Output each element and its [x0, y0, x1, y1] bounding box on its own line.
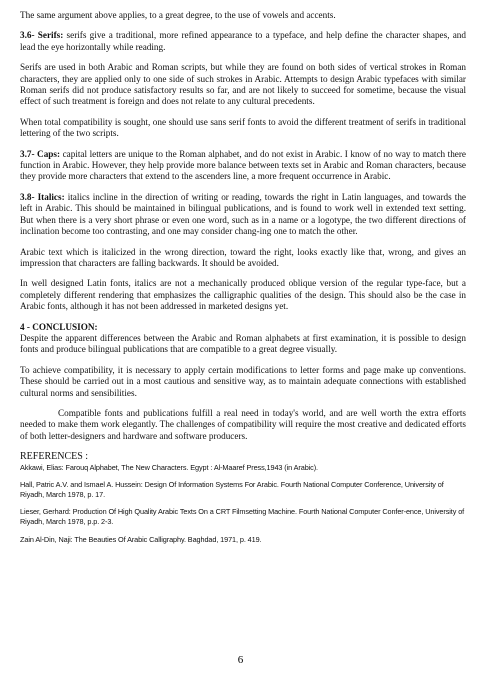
- italics-heading: 3.8- Italics:: [20, 191, 65, 202]
- italics-paragraph-2: Arabic text which is italicized in the wrong direction, toward the right, looks exactly like that, wrong, and gives an impression that characters are falling backwards. It should be avoided.: [20, 246, 466, 268]
- serifs-paragraph: [20, 30, 466, 53]
- conclusion-paragraph-2: To achieve compatibility, it is necessary to apply certain modifications to letter forms and page make up conventions. These should be carried out in a most cautious and sensitive way, as to maintain adequate connections with established cultural norms and sensibilities.: [20, 364, 466, 398]
- reference-item: Akkawi, Elias: Farouq Alphabet, The New Characters. Egypt : Al-Maaref Press,1943 (in Arabic).: [20, 462, 318, 472]
- conclusion-paragraph: Despite the apparent differences between the Arabic and Roman alphabets at first examination, it is possible to design fonts and produce bilingual publications that are compatible to a great degree visually.: [20, 332, 466, 355]
- conclusion-paragraph-3: Compatible fonts and publications fulfill a real need in today's world, and are well worth the extra efforts needed to make them work elegantly. The challenges of compatibility will require the most creative and dedicated efforts of both letter-designers and hardware and software producers.: [20, 407, 466, 441]
- serifs-text: serifs give a traditional, more refined appearance to a typeface, and help define the character shapes, and lead the eye horizontally while reading.: [20, 30, 466, 52]
- serifs-paragraph-3: When total compatibility is sought, one should use sans serif fonts to avoid the different treatment of serifs in traditional lettering of the two scripts.: [20, 116, 466, 139]
- caps-heading: 3.7- Caps:: [20, 148, 61, 159]
- italics-paragraph-3: In well designed Latin fonts, italics are not a mechanically produced oblique version of the regular type-face, but a completely different rendering that emphasizes the calligraphic qualities of the design. This should also be the case in Arabic fonts, although it has not been addressed in marketed designs yet.: [20, 278, 466, 312]
- intro-paragraph: The same argument above applies, to a great degree, to the use of vowels and accents.: [20, 10, 336, 20]
- page-number: 6: [237, 654, 244, 666]
- references-heading: REFERENCES :: [20, 451, 89, 463]
- caps-text: capital letters are unique to the Roman alphabet, and do not exist in Arabic. I know of no way to match there function in Arabic. However, they help provide more balance between texts set in Arabic and Roman characters, because they provide more characters that extend to the ascenders line, a more frequent occurrence in Arabic.: [20, 148, 467, 182]
- reference-item: Lieser, Gerhard: Production Of High Quality Arabic Texts On a CRT Filmsetting Machine. Fourth National Computer Confer-ence, University of Riyadh, March 1978, p.p. 2-3.: [20, 507, 465, 527]
- italics-paragraph: [20, 192, 466, 238]
- caps-paragraph: [20, 149, 466, 183]
- italics-text: italics incline in the direction of writing or reading, towards the right in Latin languages, and towards the left in Arabic. This should be maintained in bilingual publications, and is found to work well in extended text setting. But when there is a very short phrase or even one word, such as in a name or a logotype, the two different directions of inclination become too contrasting, and one may consider chang-ing one to match the other.: [20, 191, 466, 237]
- reference-item: Zain Al-Din, Naji: The Beauties Of Arabic Calligraphy. Baghdad, 1971, p. 419.: [20, 534, 262, 544]
- document-page: [20, 10, 466, 552]
- serifs-paragraph-2: Serifs are used in both Arabic and Roman scripts, but while they are found on both sides of vertical strokes in Roman characters, they are applied only to one side of such strokes in Arabic. Attempts to design Arabic typefaces with similar Roman serifs did not produce satisfactory results so far, and are not likely to succeed for sometime, because the visual effect of such treatment is foreign and does not relate to any cultural precedents.: [20, 62, 466, 107]
- serifs-heading: 3.6- Serifs:: [20, 30, 64, 41]
- conclusion-heading: 4 - CONCLUSION:: [20, 321, 98, 332]
- reference-item: Hall, Patric A.V. and Ismael A. Hussein: Design Of Information Systems For Arabic. Fourth National Computer Conference, University of Riyadh, March 1978, p. 17.: [20, 479, 444, 499]
